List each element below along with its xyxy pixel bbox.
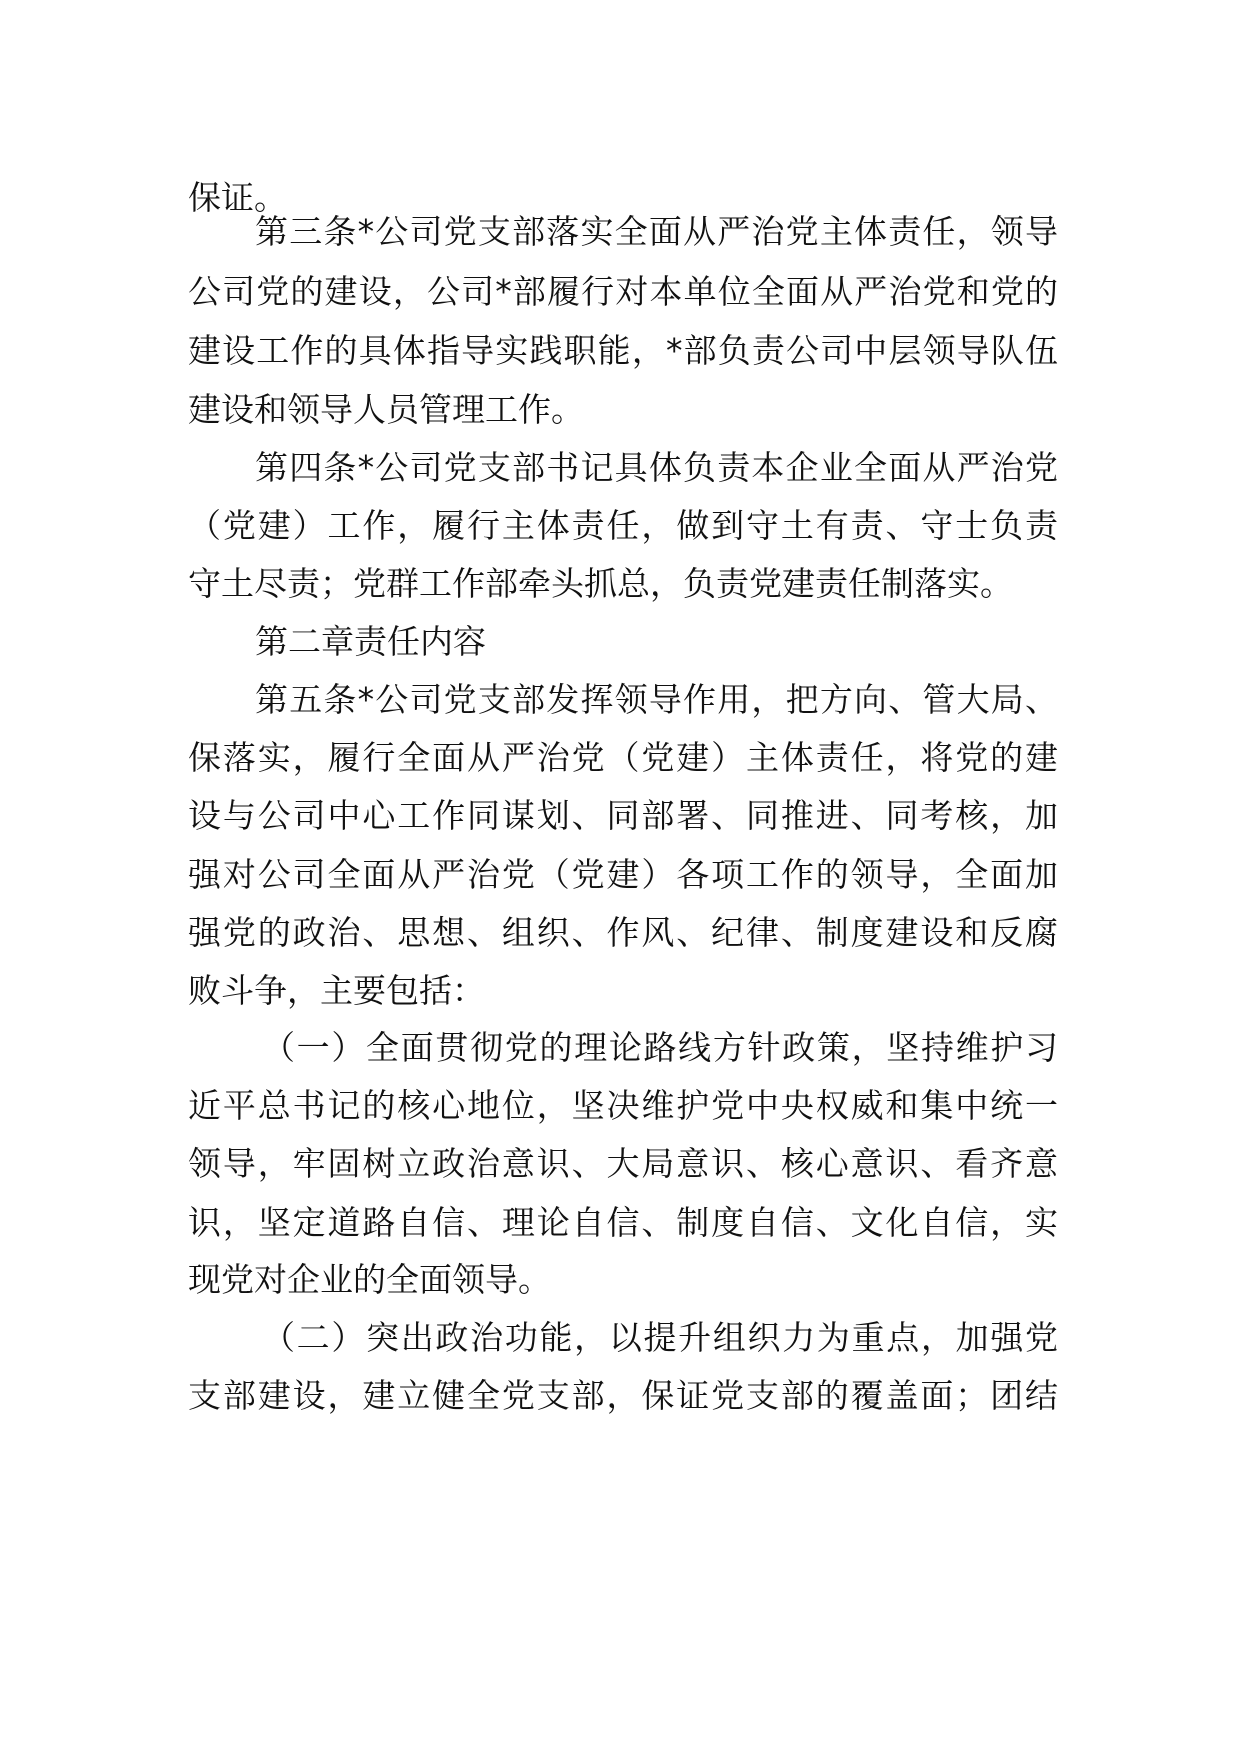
text-line: 近平总书记的核心地位，坚决维护党中央权威和集中统一 <box>188 1086 1058 1125</box>
text-line: 强党的政治、思想、组织、作风、纪律、制度建设和反腐 <box>188 913 1058 952</box>
text-line: （一）全面贯彻党的理论路线方针政策，坚持维护习 <box>262 1028 1058 1067</box>
text-line: 识，坚定道路自信、理论自信、制度自信、文化自信，实 <box>188 1203 1058 1242</box>
text-line: 设与公司中心工作同谋划、同部署、同推进、同考核，加 <box>188 796 1058 835</box>
text-line: 第五条*公司党支部发挥领导作用，把方向、管大局、 <box>255 680 1058 719</box>
text-line: 支部建设，建立健全党支部，保证党支部的覆盖面；团结 <box>188 1376 1058 1415</box>
text-line: 第四条*公司党支部书记具体负责本企业全面从严治党 <box>255 448 1058 487</box>
text-line: （党建）工作，履行主体责任，做到守土有责、守士负责 <box>188 506 1058 545</box>
text-line: 建设和领导人员管理工作。 <box>188 390 584 429</box>
text-line: 败斗争，主要包括： <box>188 971 485 1010</box>
text-line: 公司党的建设，公司*部履行对本单位全面从严治党和党的 <box>188 272 1058 311</box>
section-heading: 第二章责任内容 <box>255 622 486 661</box>
text-line: 第三条*公司党支部落实全面从严治党主体责任，领导 <box>255 212 1058 251</box>
text-line: 现党对企业的全面领导。 <box>188 1260 551 1299</box>
text-line: 领导，牢固树立政治意识、大局意识、核心意识、看齐意 <box>188 1144 1058 1183</box>
text-line: 保证。 <box>188 178 287 217</box>
text-line: 保落实，履行全面从严治党（党建）主体责任，将党的建 <box>188 738 1058 777</box>
text-line: 建设工作的具体指导实践职能，*部负责公司中层领导队伍 <box>188 331 1058 370</box>
text-line: （二）突出政治功能，以提升组织力为重点，加强党 <box>262 1318 1058 1357</box>
text-line: 强对公司全面从严治党（党建）各项工作的领导，全面加 <box>188 855 1058 894</box>
text-line: 守土尽责；党群工作部牵头抓总，负责党建责任制落实。 <box>188 564 1013 603</box>
